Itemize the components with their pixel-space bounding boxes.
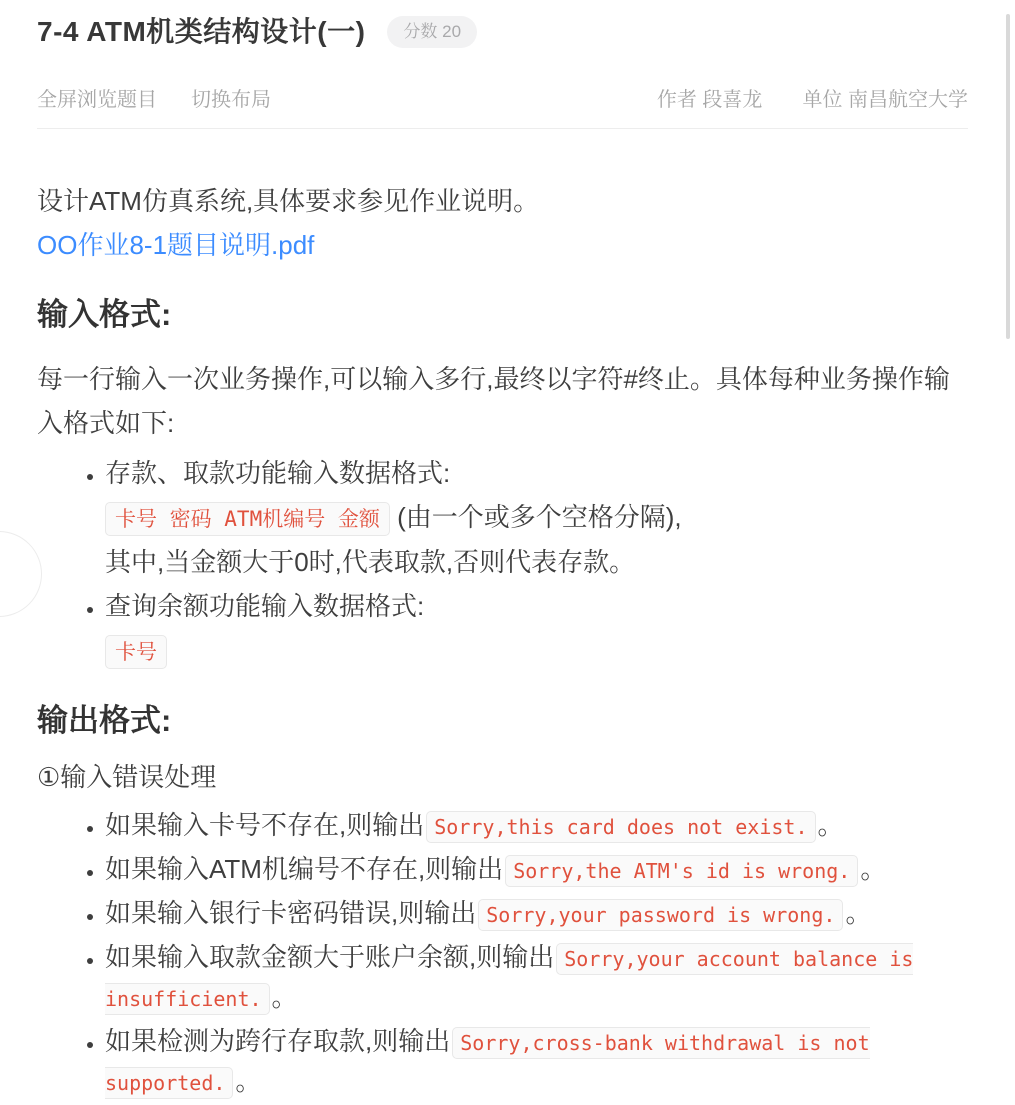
error-message-code: Sorry,your account balance is insufficient. bbox=[105, 943, 913, 1015]
toolbar-right bbox=[657, 88, 968, 112]
title-row bbox=[37, 14, 968, 50]
error-message-code: Sorry,cross-bank withdrawal is not supported. bbox=[105, 1027, 870, 1099]
deposit-withdraw-format-line bbox=[105, 495, 968, 540]
input-format-paragraph: 每一行输入一次业务操作,可以输入多行,最终以字符#终止。具体每种业务操作输入格式如下: bbox=[37, 364, 950, 438]
page-title: 7-4 ATM机类结构设计(一) bbox=[37, 16, 366, 47]
error-suffix: 。 bbox=[817, 810, 844, 840]
error-prefix: 如果输入卡号不存在,则输出 bbox=[105, 810, 425, 840]
error-suffix: 。 bbox=[235, 1066, 262, 1096]
author-label: 作者 段喜龙 bbox=[656, 89, 763, 111]
input-format-note: (由一个或多个空格分隔), bbox=[397, 502, 682, 532]
score-badge: 分数 20 bbox=[387, 16, 477, 48]
toolbar-left bbox=[37, 88, 271, 112]
list-item bbox=[105, 1021, 968, 1105]
error-suffix: 。 bbox=[860, 854, 887, 884]
problem-panel bbox=[0, 14, 1015, 1105]
error-output-list bbox=[37, 805, 968, 1105]
amount-rule-text: 其中,当金额大于0时,代表取款,否则代表存款。 bbox=[105, 547, 636, 577]
fullscreen-view-button[interactable]: 全屏浏览题目 bbox=[37, 89, 157, 111]
list-item bbox=[105, 849, 968, 893]
error-suffix: 。 bbox=[845, 898, 872, 928]
assignment-pdf-link[interactable]: OO作业8-1题目说明.pdf bbox=[37, 230, 315, 260]
toolbar bbox=[37, 88, 968, 112]
error-prefix: 如果输入银行卡密码错误,则输出 bbox=[105, 898, 477, 928]
deposit-withdraw-format-label: • 存款、取款功能输入数据格式: bbox=[105, 458, 451, 488]
intro-text: 设计ATM仿真系统,具体要求参见作业说明。 bbox=[37, 186, 540, 216]
error-prefix: 如果输入取款金额大于账户余额,则输出 bbox=[105, 942, 555, 972]
error-suffix: 。 bbox=[271, 982, 298, 1012]
output-format-heading: 输出格式: bbox=[37, 703, 172, 738]
error-prefix: 如果输入ATM机编号不存在,则输出 bbox=[105, 854, 504, 884]
list-item bbox=[105, 893, 968, 937]
error-message-code: Sorry,the ATM's id is wrong. bbox=[505, 855, 858, 887]
balance-query-code-line bbox=[105, 628, 968, 673]
list-item bbox=[105, 584, 968, 673]
header-divider bbox=[37, 128, 968, 129]
list-item bbox=[105, 451, 968, 584]
list-item bbox=[105, 937, 968, 1021]
input-format-list bbox=[37, 451, 968, 673]
switch-layout-button[interactable]: 切换布局 bbox=[191, 89, 271, 111]
input-format-heading: 输入格式: bbox=[37, 297, 172, 332]
organization-label: 单位 南昌航空大学 bbox=[802, 89, 968, 111]
error-handling-subheading: ①输入错误处理 bbox=[37, 762, 217, 792]
error-prefix: 如果检测为跨行存取款,则输出 bbox=[105, 1026, 451, 1056]
card-number-code: 卡号 bbox=[105, 635, 167, 669]
balance-query-format-label: • 查询余额功能输入数据格式: bbox=[105, 591, 425, 621]
error-message-code: Sorry,this card does not exist. bbox=[426, 811, 815, 843]
input-format-code: 卡号 密码 ATM机编号 金额 bbox=[105, 502, 390, 536]
list-item bbox=[105, 805, 968, 849]
error-message-code: Sorry,your password is wrong. bbox=[478, 899, 843, 931]
vertical-scrollbar-thumb[interactable] bbox=[1006, 14, 1010, 339]
